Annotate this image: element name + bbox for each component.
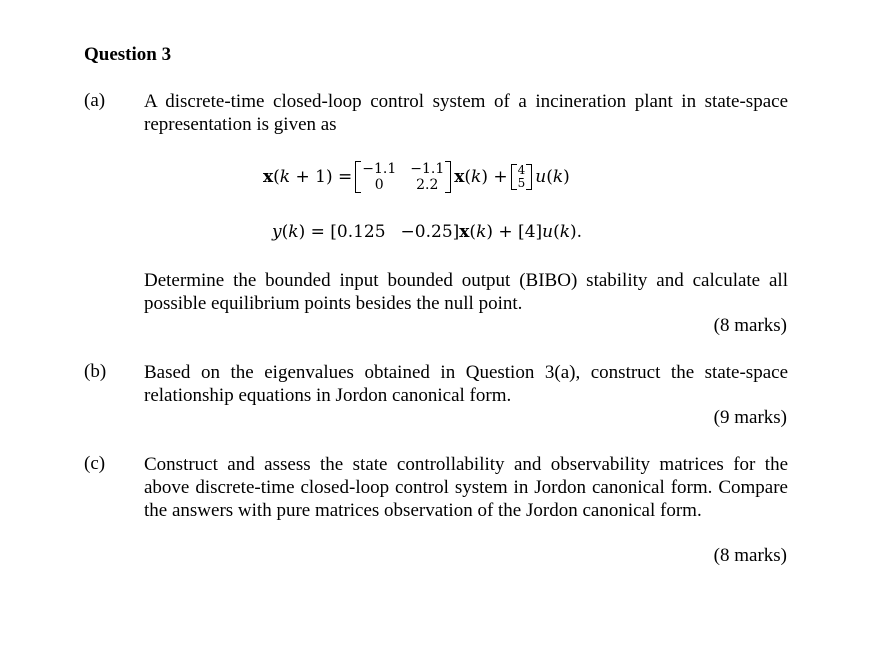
matrix-b-cell: 4 bbox=[517, 163, 526, 177]
matrix-a-cell: 0 bbox=[374, 177, 384, 193]
state-eq-lhs: x bbox=[263, 167, 274, 187]
matrix-a-cell: 2.2 bbox=[416, 177, 439, 193]
part-c-marks: (8 marks) bbox=[713, 545, 787, 566]
part-b-label: (b) bbox=[84, 361, 107, 382]
state-eq-x-term: x(k) + bbox=[454, 167, 508, 187]
part-a-marks: (8 marks) bbox=[713, 315, 787, 336]
part-a-label: (a) bbox=[84, 90, 106, 111]
part-a-task: Determine the bounded input bounded output (BIBO) stability and calculate all possible equilibrium points besides the null point. bbox=[144, 270, 788, 314]
part-c-task: Construct and assess the state controllability and observability matrices for the above discrete-time closed-loop control system in Jordon canonical form. Compare the answers with pure matrices observation of the Jordon canonical form. bbox=[144, 454, 788, 521]
matrix-a-cell: −1.1 bbox=[410, 161, 445, 177]
output-equation: y ( k ) = [0.125 −0.25] x ( k ) + [4] u ( k ). bbox=[272, 222, 583, 242]
part-b-marks: (9 marks) bbox=[713, 407, 787, 428]
state-eq-u-term: u bbox=[535, 167, 547, 187]
state-equation: x (k + 1) = −1.1 −1.1 0 2.2 x(k) + 4 5 u (k) bbox=[263, 161, 570, 193]
matrix-a-cell: −1.1 bbox=[362, 161, 397, 177]
matrix-a-grid bbox=[361, 161, 445, 193]
matrix-b-grid bbox=[517, 164, 527, 190]
matrix-b bbox=[511, 164, 533, 190]
matrix-a bbox=[355, 161, 451, 193]
part-c-label: (c) bbox=[84, 453, 106, 474]
part-a-intro: A discrete-time closed-loop control system of a incineration plant in state-space representation is given as bbox=[144, 91, 788, 135]
part-b-task: Based on the eigenvalues obtained in Question 3(a), construct the state-space relationship equations in Jordon canonical form. bbox=[144, 362, 788, 406]
matrix-b-cell: 5 bbox=[517, 176, 526, 190]
question-title: Question 3 bbox=[84, 44, 172, 65]
state-eq-lhs-rest: (k + 1) = bbox=[273, 167, 353, 187]
